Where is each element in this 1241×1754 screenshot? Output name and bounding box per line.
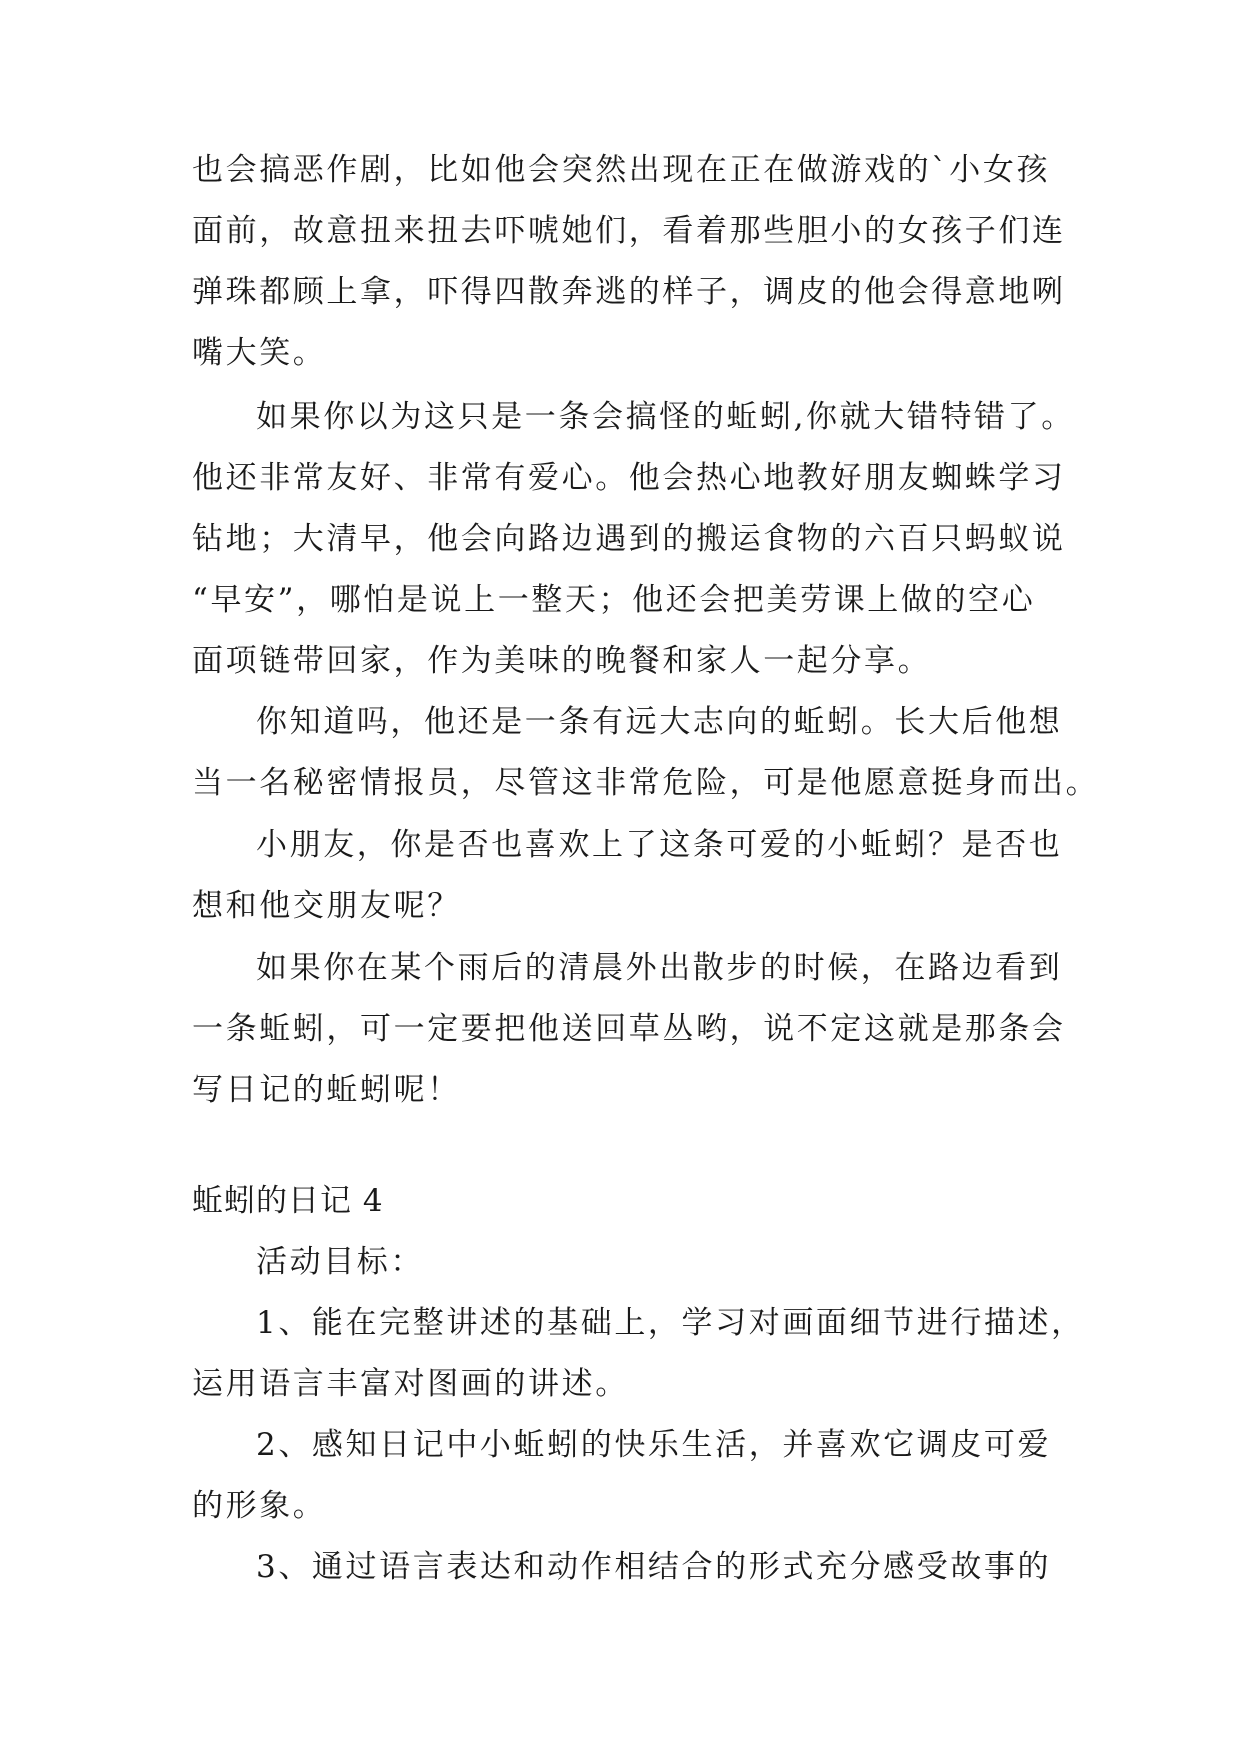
text-line: 写日记的蚯蚓呢！: [192, 1072, 461, 1108]
text-line: 想和他交朋友呢？: [192, 888, 461, 924]
text-line: “早安”，哪怕是说上一整天；他还会把美劳课上做的空心: [192, 582, 1036, 618]
paragraph-first-line: 3、通过语言表达和动作相结合的形式充分感受故事的: [256, 1549, 1052, 1585]
paragraph-first-line: 2、感知日记中小蚯蚓的快乐生活，并喜欢它调皮可爱: [256, 1427, 1052, 1463]
text-line: 也会搞恶作剧，比如他会突然出现在正在做游戏的`小女孩: [192, 152, 1051, 188]
paragraph-first-line: 1、能在完整讲述的基础上，学习对画面细节进行描述，: [256, 1305, 1085, 1341]
text-line: 运用语言丰富对图画的讲述。: [192, 1366, 629, 1402]
text-line: 一条蚯蚓，可一定要把他送回草丛哟，说不定这就是那条会: [192, 1011, 1066, 1047]
paragraph-first-line: 如果你在某个雨后的清晨外出散步的时候，在路边看到: [256, 950, 1063, 986]
text-line: 嘴大笑。: [192, 335, 327, 371]
paragraph-first-line: 如果你以为这只是一条会搞怪的蚯蚓,你就大错特错了。: [256, 399, 1075, 435]
section-heading: 蚯蚓的日记 4: [192, 1183, 384, 1219]
text-line: 他还非常友好、非常有爱心。他会热心地教好朋友蜘蛛学习: [192, 460, 1066, 496]
text-line: 面前，故意扭来扭去吓唬她们，看着那些胆小的女孩子们连: [192, 213, 1066, 249]
paragraph-first-line: 活动目标：: [256, 1244, 424, 1280]
text-line: 的形象。: [192, 1488, 327, 1524]
text-line: 当一名秘密情报员，尽管这非常危险，可是他愿意挺身而出。: [192, 765, 1100, 801]
text-line: 钻地；大清早，他会向路边遇到的搬运食物的六百只蚂蚁说: [192, 521, 1066, 557]
text-line: 面项链带回家，作为美味的晚餐和家人一起分享。: [192, 643, 932, 679]
paragraph-first-line: 小朋友，你是否也喜欢上了这条可爱的小蚯蚓？是否也: [256, 827, 1063, 863]
paragraph-first-line: 你知道吗，他还是一条有远大志向的蚯蚓。长大后他想: [256, 704, 1063, 740]
text-line: 弹珠都顾上拿，吓得四散奔逃的样子，调皮的他会得意地咧: [192, 274, 1066, 310]
